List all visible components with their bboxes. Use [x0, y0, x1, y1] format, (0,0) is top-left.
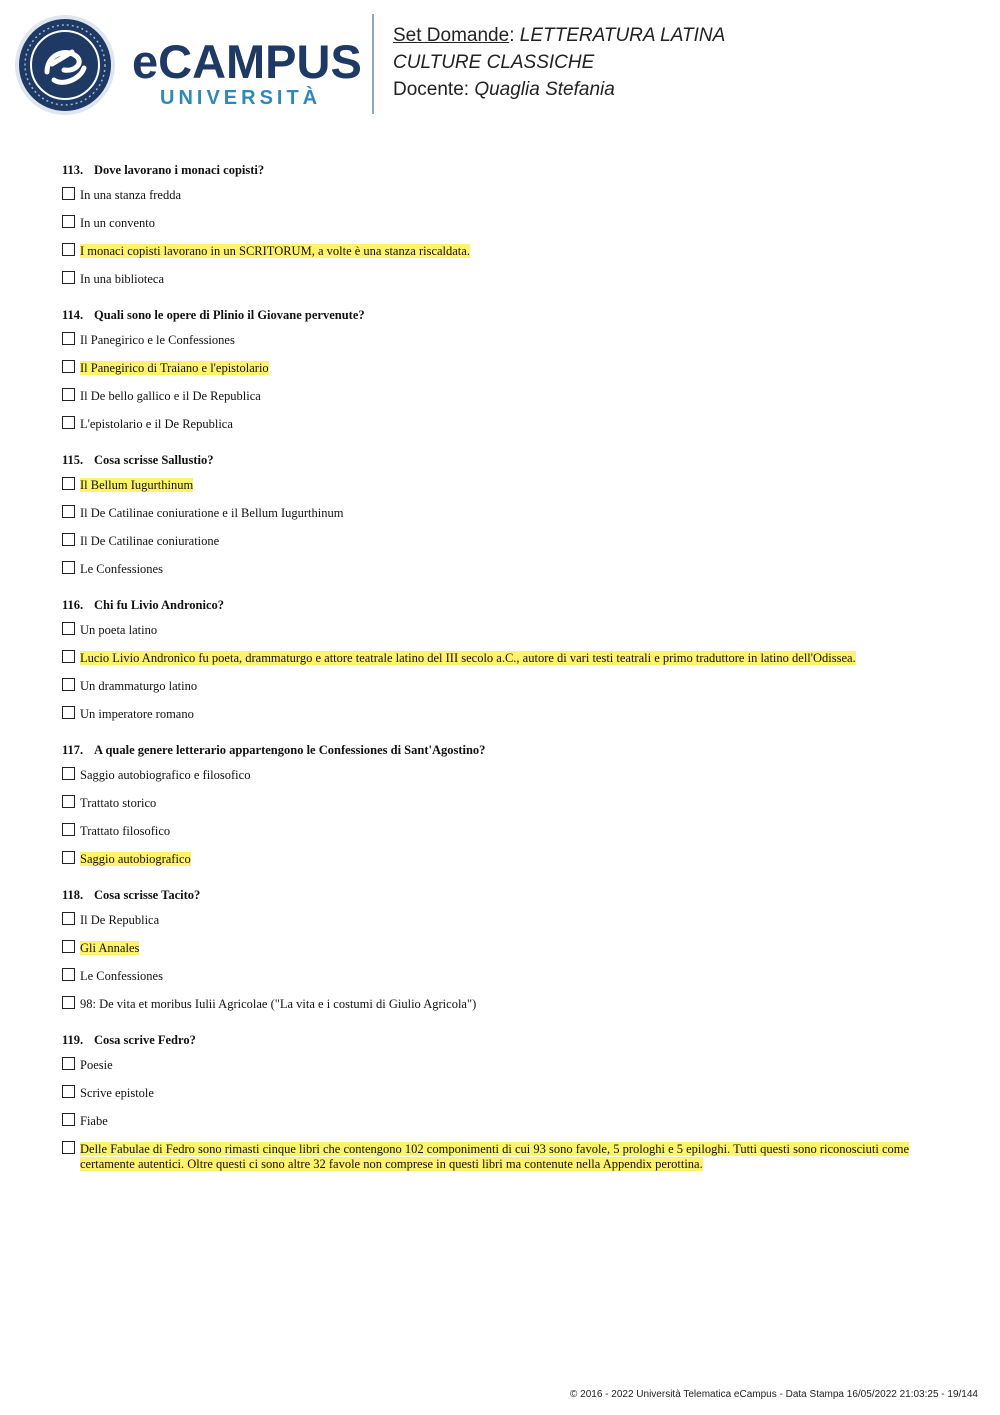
correct-answer-text: Lucio Livio Andronìco fu poeta, drammaturgo e attore teatrale latino del III secolo a.C., autore di vari testi teatrali e primo traduttore in latino dell'Odissea.	[80, 651, 856, 665]
checkbox-icon[interactable]	[62, 561, 75, 574]
answer-text: Trattato storico	[80, 796, 157, 810]
checkbox-icon[interactable]	[62, 416, 75, 429]
answer-text: Poesie	[80, 1058, 113, 1072]
question-text: Cosa scrive Fedro?	[94, 1033, 196, 1047]
course-info	[393, 22, 725, 103]
answer-option[interactable]	[62, 852, 922, 868]
answer-text: In un convento	[80, 216, 155, 230]
correct-answer-text: Il Panegirico di Traiano e l'epistolario	[80, 361, 269, 375]
answer-text: Il De Republica	[80, 913, 160, 927]
answer-text: Fiabe	[80, 1114, 108, 1128]
question-text: Cosa scrisse Tacito?	[94, 888, 201, 902]
checkbox-icon[interactable]	[62, 1085, 75, 1098]
answer-option[interactable]	[62, 679, 922, 695]
checkbox-icon[interactable]	[62, 706, 75, 719]
answer-option[interactable]	[62, 997, 922, 1013]
checkbox-icon[interactable]	[62, 243, 75, 256]
question-block	[62, 887, 922, 1013]
header-divider	[372, 14, 374, 114]
answer-option[interactable]	[62, 216, 922, 232]
answer-text: Il De bello gallico e il De Republica	[80, 389, 261, 403]
answer-text: L'epistolario e il De Republica	[80, 417, 233, 431]
checkbox-icon[interactable]	[62, 505, 75, 518]
course-subtitle: CULTURE CLASSICHE	[393, 52, 595, 73]
question-text: Cosa scrisse Sallustio?	[94, 453, 214, 467]
answer-option[interactable]	[62, 768, 922, 784]
question-title	[62, 597, 922, 614]
answer-option[interactable]	[62, 1142, 922, 1172]
brand-subtitle: UNIVERSITÀ	[160, 87, 322, 109]
checkbox-icon[interactable]	[62, 996, 75, 1009]
answer-text: In una stanza fredda	[80, 188, 181, 202]
question-text: Quali sono le opere di Plinio il Giovane pervenute?	[94, 308, 365, 322]
answer-option[interactable]	[62, 824, 922, 840]
answer-option[interactable]	[62, 1114, 922, 1130]
answer-text: Scrive epistole	[80, 1086, 154, 1100]
correct-answer-text: Gli Annales	[80, 941, 140, 955]
checkbox-icon[interactable]	[62, 388, 75, 401]
answer-option[interactable]	[62, 244, 922, 260]
answer-option[interactable]	[62, 1086, 922, 1102]
question-block	[62, 162, 922, 288]
checkbox-icon[interactable]	[62, 332, 75, 345]
answer-option[interactable]	[62, 941, 922, 957]
correct-answer-text: Il Bellum Iugurthinum	[80, 478, 194, 492]
checkbox-icon[interactable]	[62, 622, 75, 635]
checkbox-icon[interactable]	[62, 678, 75, 691]
checkbox-icon[interactable]	[62, 1057, 75, 1070]
answer-text: Trattato filosofico	[80, 824, 171, 838]
answer-option[interactable]	[62, 534, 922, 550]
question-number: 115.	[62, 453, 84, 467]
question-block	[62, 597, 922, 723]
question-title	[62, 887, 922, 904]
checkbox-icon[interactable]	[62, 215, 75, 228]
answer-option[interactable]	[62, 913, 922, 929]
question-number: 114.	[62, 308, 84, 322]
brand-wordmark: eCAMPUS	[132, 35, 362, 88]
docente-line	[393, 76, 725, 103]
answer-text: Il De Catilinae coniuratione	[80, 534, 220, 548]
question-title	[62, 162, 922, 179]
docente-value: Quaglia Stefania	[474, 79, 615, 100]
checkbox-icon[interactable]	[62, 795, 75, 808]
answer-text: 98: De vita et moribus Iulii Agricolae ("La vita e i costumi di Giulio Agricola")	[80, 997, 477, 1011]
checkbox-icon[interactable]	[62, 940, 75, 953]
answer-option[interactable]	[62, 506, 922, 522]
answer-text: Il De Catilinae coniuratione e il Bellum Iugurthinum	[80, 506, 344, 520]
question-number: 118.	[62, 888, 84, 902]
set-label: Set Domande	[393, 25, 510, 46]
question-block	[62, 1032, 922, 1172]
ecampus-emblem-icon	[14, 14, 116, 116]
correct-answer-text: Saggio autobiografico	[80, 852, 191, 866]
answer-text: Le Confessiones	[80, 969, 163, 983]
checkbox-icon[interactable]	[62, 271, 75, 284]
question-title	[62, 307, 922, 324]
question-number: 117.	[62, 743, 84, 757]
checkbox-icon[interactable]	[62, 477, 75, 490]
question-list	[62, 162, 922, 1191]
checkbox-icon[interactable]	[62, 533, 75, 546]
set-value: LETTERATURA LATINA	[519, 25, 726, 46]
question-text: A quale genere letterario appartengono le Confessiones di Sant'Agostino?	[94, 743, 486, 757]
answer-option[interactable]	[62, 623, 922, 639]
checkbox-icon[interactable]	[62, 360, 75, 373]
answer-option[interactable]	[62, 417, 922, 433]
answer-text: Un imperatore romano	[80, 707, 194, 721]
correct-answer-text: Delle Fabulae di Fedro sono rimasti cinque libri che contengono 102 componimenti di cui 93 sono favole, 5 prologhi e 5 epiloghi. Tutti questi sono riconosciuti come certamente autentici. Oltre questi ci sono altre 32 favole non comprese in questi libri ma contenute nella Appendix perottina.	[80, 1142, 910, 1171]
page-header	[0, 0, 1000, 130]
checkbox-icon[interactable]	[62, 1141, 75, 1154]
checkbox-icon[interactable]	[62, 968, 75, 981]
checkbox-icon[interactable]	[62, 650, 75, 663]
answer-text: Un poeta latino	[80, 623, 158, 637]
answer-text: In una biblioteca	[80, 272, 164, 286]
page-footer: © 2016 - 2022 Università Telematica eCampus - Data Stampa 16/05/2022 21:03:25 - 19/144	[570, 1389, 978, 1400]
docente-label: Docente:	[393, 79, 470, 100]
answer-option[interactable]	[62, 272, 922, 288]
answer-text: Il Panegirico e le Confessiones	[80, 333, 235, 347]
correct-answer-text: I monaci copisti lavorano in un SCRITORUM, a volte è una stanza riscaldata.	[80, 244, 470, 258]
checkbox-icon[interactable]	[62, 851, 75, 864]
question-title	[62, 1032, 922, 1049]
answer-option[interactable]	[62, 333, 922, 349]
question-title	[62, 742, 922, 759]
answer-option[interactable]	[62, 651, 922, 667]
answer-option[interactable]	[62, 389, 922, 405]
question-title	[62, 452, 922, 469]
checkbox-icon[interactable]	[62, 912, 75, 925]
question-block	[62, 742, 922, 868]
answer-text: Saggio autobiografico e filosofico	[80, 768, 251, 782]
question-text: Chi fu Livio Andronico?	[94, 598, 225, 612]
question-block	[62, 452, 922, 578]
answer-option[interactable]	[62, 478, 922, 494]
answer-option[interactable]	[62, 1058, 922, 1074]
answer-option[interactable]	[62, 796, 922, 812]
answer-option[interactable]	[62, 361, 922, 377]
checkbox-icon[interactable]	[62, 767, 75, 780]
answer-option[interactable]	[62, 707, 922, 723]
question-text: Dove lavorano i monaci copisti?	[94, 163, 265, 177]
checkbox-icon[interactable]	[62, 1113, 75, 1126]
question-block	[62, 307, 922, 433]
answer-text: Le Confessiones	[80, 562, 163, 576]
answer-text: Un drammaturgo latino	[80, 679, 198, 693]
set-line: Set Domande: LETTERATURA LATINA	[393, 25, 726, 46]
question-number: 113.	[62, 163, 84, 177]
answer-option[interactable]	[62, 562, 922, 578]
question-number: 116.	[62, 598, 84, 612]
answer-option[interactable]	[62, 188, 922, 204]
answer-option[interactable]	[62, 969, 922, 985]
checkbox-icon[interactable]	[62, 187, 75, 200]
question-number: 119.	[62, 1033, 84, 1047]
checkbox-icon[interactable]	[62, 823, 75, 836]
